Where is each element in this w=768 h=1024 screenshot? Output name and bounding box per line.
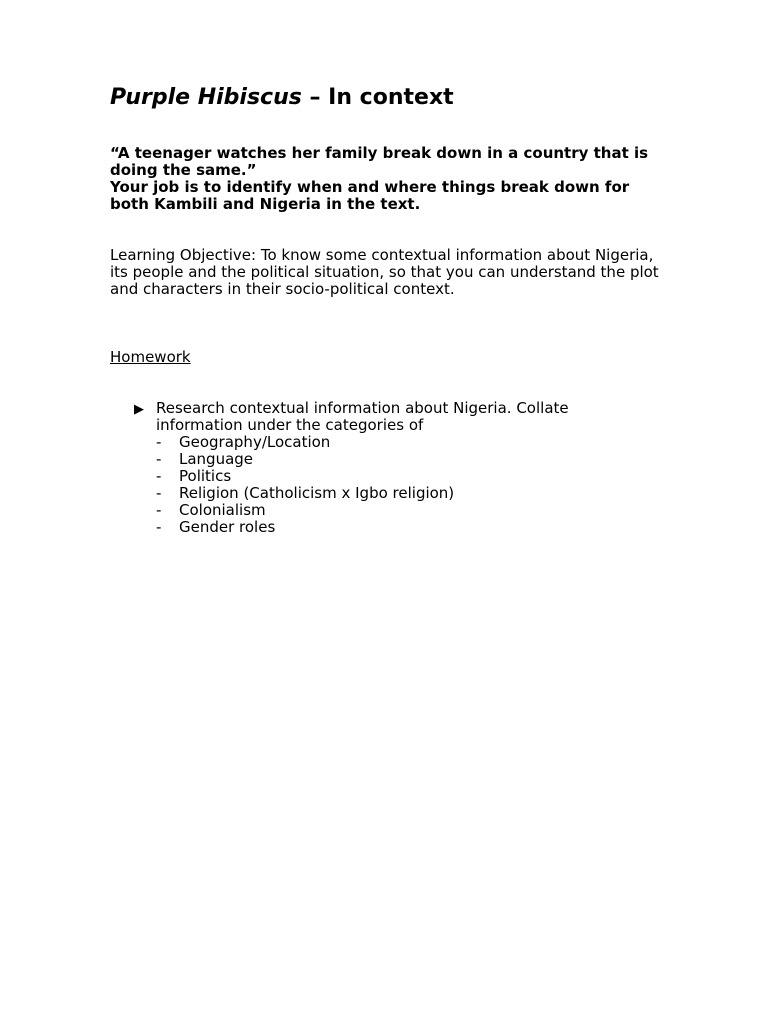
list-item xyxy=(156,434,634,451)
dash-bullet: - xyxy=(156,433,162,451)
learning-objective: Learning Objective: To know some contextual information about Nigeria, its people and the political situation, so that you can understand the plot and characters in their socio-political context. xyxy=(110,246,659,298)
dash-bullet: - xyxy=(156,501,162,519)
task-statement: Your job is to identify when and where things break down for both Kambili and Nigeria in the text. xyxy=(110,178,630,213)
dash-bullet: - xyxy=(156,484,162,502)
homework-task xyxy=(134,400,634,536)
homework-task-text: Research contextual information about Nigeria. Collate information under the categories of xyxy=(156,399,569,434)
dash-bullet: - xyxy=(156,450,162,468)
list-item xyxy=(156,451,634,468)
category-list xyxy=(156,434,634,536)
list-item xyxy=(156,502,634,519)
title-book-name: Purple Hibiscus xyxy=(110,85,302,110)
dash-bullet: - xyxy=(156,467,162,485)
category-label: Politics xyxy=(179,467,232,485)
category-label: Colonialism xyxy=(179,501,266,519)
category-label: Religion (Catholicism x Igbo religion) xyxy=(179,484,455,502)
list-item xyxy=(156,519,634,536)
intro-quote xyxy=(110,145,670,213)
dash-bullet: - xyxy=(156,518,162,536)
list-item xyxy=(156,485,634,502)
document-title xyxy=(110,84,454,112)
title-suffix: – In context xyxy=(301,85,454,110)
category-label: Gender roles xyxy=(179,518,276,536)
category-label: Language xyxy=(179,450,254,468)
triangle-bullet-icon: ▶ xyxy=(134,402,144,417)
category-label: Geography/Location xyxy=(179,433,331,451)
homework-heading: Homework xyxy=(110,348,191,366)
quote-line: “A teenager watches her family break down in a country that is doing the same.” xyxy=(110,144,649,179)
list-item xyxy=(156,468,634,485)
